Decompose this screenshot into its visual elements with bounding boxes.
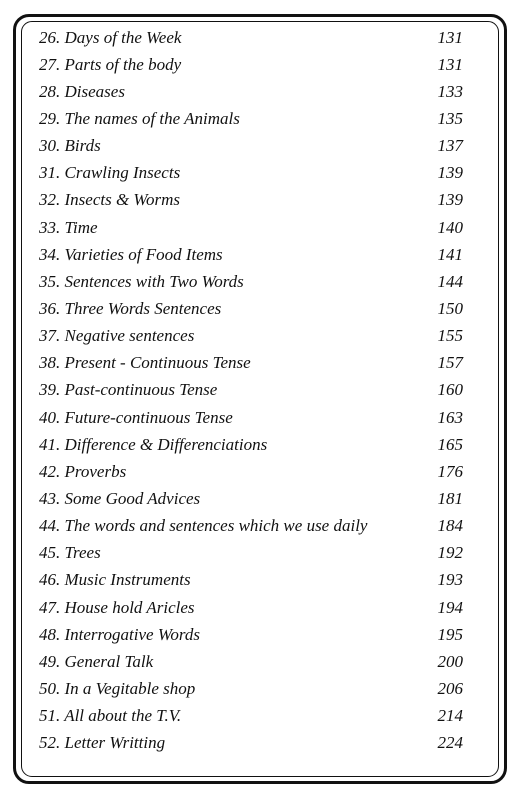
toc-entry-title: 40. Future-continuous Tense: [39, 407, 233, 427]
toc-entry-page: 141: [437, 244, 463, 264]
toc-entry-page: 193: [437, 570, 463, 590]
toc-entry-page: 150: [437, 298, 463, 318]
toc-entry: [39, 133, 463, 160]
toc-entry-title: 52. Letter Writting: [39, 733, 166, 753]
toc-entry-page: 224: [437, 733, 463, 753]
toc-entry: [39, 323, 463, 350]
toc-entry: [39, 594, 463, 621]
toc-entry: [39, 648, 463, 675]
toc-entry-page: 163: [437, 407, 463, 427]
toc-entry-page: 184: [437, 516, 463, 536]
toc-entry: [39, 730, 463, 757]
toc-entry: [39, 214, 463, 241]
toc-entry: [39, 703, 463, 730]
toc-entry-title: 46. Music Instruments: [39, 570, 191, 590]
toc-entry-title: 29. The names of the Animals: [39, 108, 240, 128]
toc-entry-page: 194: [437, 597, 463, 617]
toc-entry-page: 214: [437, 706, 463, 726]
toc-entry-title: 28. Diseases: [39, 81, 125, 101]
toc-entry: [39, 24, 463, 51]
toc-entry-title: 38. Present - Continuous Tense: [39, 353, 251, 373]
toc-entry-page: 131: [437, 27, 463, 47]
toc-entry-title: 49. General Talk: [39, 651, 154, 671]
toc-entry-title: 30. Birds: [39, 136, 101, 156]
toc-entry: [39, 350, 463, 377]
toc-entry: [39, 241, 463, 268]
toc-entry-page: 206: [437, 678, 463, 698]
toc-entry: [39, 540, 463, 567]
toc-entry: [39, 621, 463, 648]
toc-entry-title: 26. Days of the Week: [39, 27, 182, 47]
toc-entry-page: 131: [437, 54, 463, 74]
toc-entry-title: 51. All about the T.V.: [39, 706, 182, 726]
toc-entry: [39, 295, 463, 322]
toc-entry-page: 133: [437, 81, 463, 101]
toc-entry-page: 160: [437, 380, 463, 400]
toc-entry-page: 192: [437, 543, 463, 563]
toc-entry: [39, 567, 463, 594]
toc-entry: [39, 268, 463, 295]
table-of-contents: [39, 24, 463, 757]
toc-entry-title: 33. Time: [39, 217, 98, 237]
toc-entry-page: 157: [437, 353, 463, 373]
toc-entry-title: 42. Proverbs: [39, 461, 127, 481]
toc-entry-page: 200: [437, 651, 463, 671]
toc-entry-title: 31. Crawling Insects: [39, 163, 181, 183]
toc-entry-title: 32. Insects & Worms: [39, 190, 181, 210]
toc-entry-page: 144: [437, 271, 463, 291]
toc-entry-title: 48. Interrogative Words: [39, 624, 201, 644]
toc-entry-page: 139: [437, 190, 463, 210]
toc-entry: [39, 485, 463, 512]
toc-entry: [39, 675, 463, 702]
toc-entry-page: 195: [437, 624, 463, 644]
toc-entry-title: 35. Sentences with Two Words: [39, 271, 244, 291]
toc-entry-title: 45. Trees: [39, 543, 101, 563]
toc-entry-page: 155: [437, 326, 463, 346]
toc-entry-page: 139: [437, 163, 463, 183]
toc-entry-title: 50. In a Vegitable shop: [39, 678, 196, 698]
toc-entry-page: 135: [437, 108, 463, 128]
toc-entry-page: 176: [437, 461, 463, 481]
toc-entry-title: 41. Difference & Differenciations: [39, 434, 268, 454]
toc-entry: [39, 187, 463, 214]
toc-entry: [39, 51, 463, 78]
toc-entry: [39, 513, 463, 540]
toc-entry-title: 37. Negative sentences: [39, 326, 195, 346]
toc-entry: [39, 78, 463, 105]
toc-entry: [39, 404, 463, 431]
toc-entry-title: 43. Some Good Advices: [39, 488, 201, 508]
toc-entry-page: 181: [437, 488, 463, 508]
toc-entry-title: 44. The words and sentences which we use daily: [39, 516, 368, 536]
toc-entry-page: 140: [437, 217, 463, 237]
toc-entry-title: 36. Three Words Sentences: [39, 298, 222, 318]
toc-entry: [39, 105, 463, 132]
toc-entry: [39, 431, 463, 458]
toc-entry-page: 165: [437, 434, 463, 454]
toc-entry: [39, 377, 463, 404]
toc-entry-title: 34. Varieties of Food Items: [39, 244, 223, 264]
toc-entry-page: 137: [437, 136, 463, 156]
toc-entry-title: 47. House hold Aricles: [39, 597, 195, 617]
toc-entry-title: 39. Past-continuous Tense: [39, 380, 218, 400]
toc-entry: [39, 458, 463, 485]
toc-entry-title: 27. Parts of the body: [39, 54, 182, 74]
toc-entry: [39, 160, 463, 187]
